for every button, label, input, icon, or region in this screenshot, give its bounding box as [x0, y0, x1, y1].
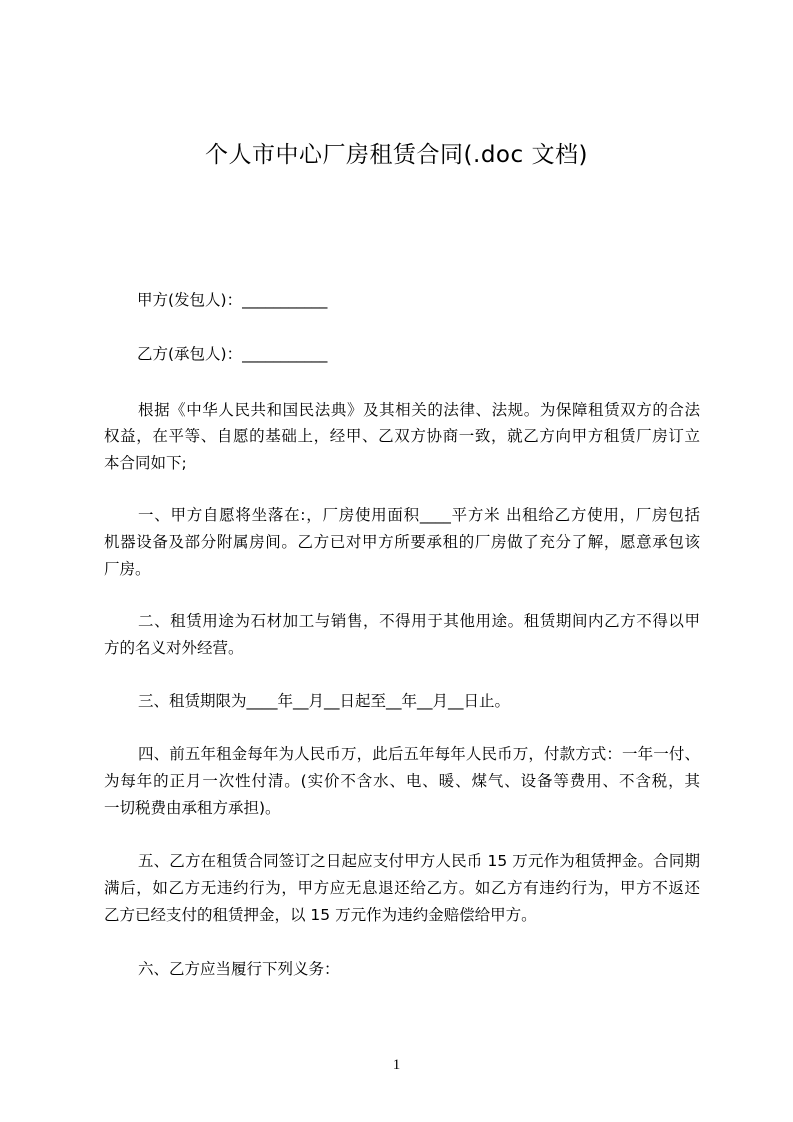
clause-6-paragraph: 六、乙方应当履行下列义务： [138, 960, 340, 978]
document-title: 个人市中心厂房租赁合同(.doc 文档) [205, 142, 588, 168]
preamble-line: 本合同如下; [104, 454, 187, 472]
preamble-line: 根据《中华人民共和国民法典》及其相关的法律、法规。为保障租赁双方的合法 [138, 401, 700, 419]
clause-2-line: 二、租赁用途为石材加工与销售，不得用于其他用途。租赁期间内乙方不得以甲 [138, 612, 700, 630]
clause-4-line: 四、前五年租金每年为人民币万，此后五年每年人民币万，付款方式：一年一付、 [138, 745, 700, 763]
clause-3-paragraph: 三、租赁期限为____年__月__日起至__年__月__日止。 [138, 692, 511, 710]
preamble-line: 权益，在平等、自愿的基础上，经甲、乙双方协商一致，就乙方向甲方租赁厂房订立 [104, 427, 700, 445]
party-b-line: 乙方(承包人)：___________ [137, 345, 328, 363]
clause-1-line: 厂房。 [104, 560, 151, 578]
clause-1-line: 一、甲方自愿将坐落在:，厂房使用面积____平方米 出租给乙方使用，厂房包括 [138, 506, 700, 524]
clause-5-line: 满后，如乙方无违约行为，甲方应无息退还给乙方。如乙方有违约行为，甲方不返还 [104, 879, 700, 897]
party-a-line: 甲方(发包人)：___________ [137, 291, 328, 309]
clause-2-line: 方的名义对外经营。 [104, 639, 244, 657]
clause-5-line: 乙方已经支付的租赁押金，以 15 万元作为违约金赔偿给甲方。 [104, 906, 537, 924]
clause-4-line: 为每年的正月一次性付清。(实价不含水、电、暖、煤气、设备等费用、不含税，其 [104, 772, 700, 790]
clause-5-line: 五、乙方在租赁合同签订之日起应支付甲方人民币 15 万元作为租赁押金。合同期 [138, 852, 700, 870]
clause-1-line: 机器设备及部分附属房间。乙方已对甲方所要承租的厂房做了充分了解，愿意承包该 [104, 533, 700, 551]
page-number: 1 [392, 1057, 401, 1073]
clause-4-line: 一切税费由承租方承担)。 [104, 799, 281, 817]
